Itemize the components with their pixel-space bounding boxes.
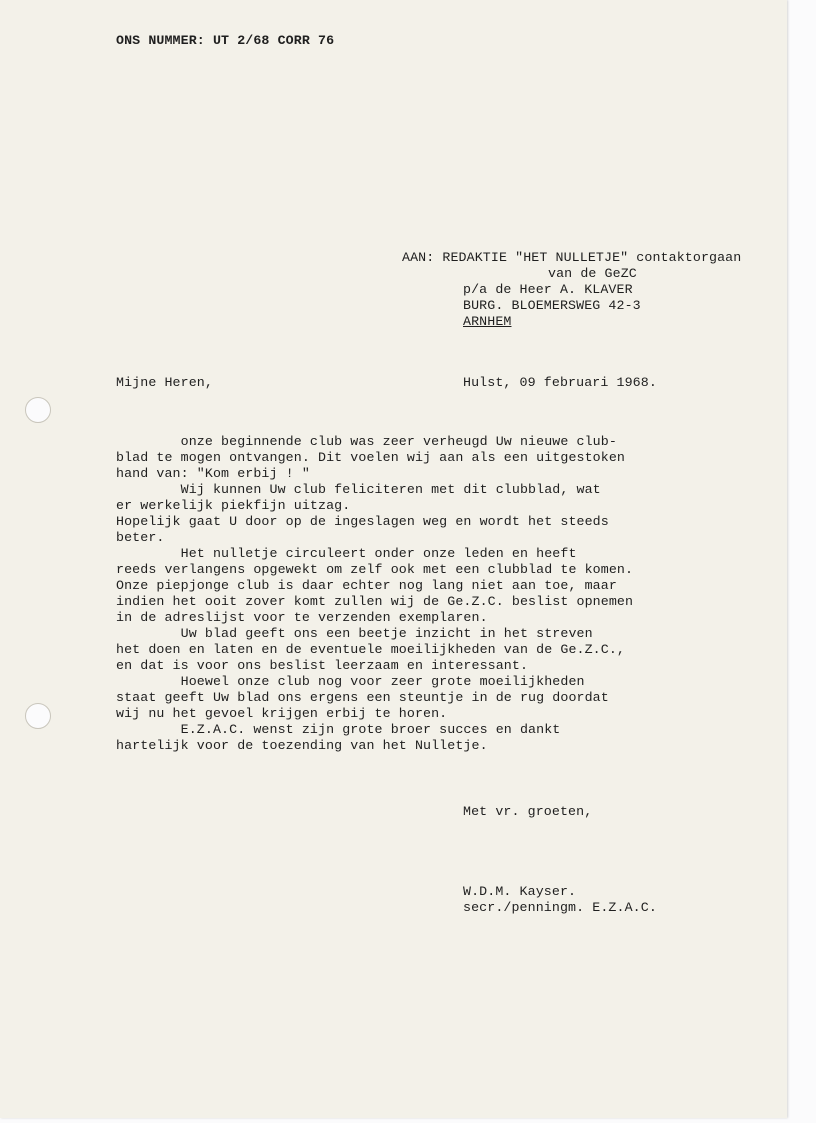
body-line: blad te mogen ontvangen. Dit voelen wij aan als een uitgestoken [116,450,626,465]
body-line: reeds verlangens opgewekt om zelf ook met een clubblad te komen. [116,562,634,577]
body-line: er werkelijk piekfijn uitzag. [116,498,351,513]
signature-name: W.D.M. Kayser. [463,884,577,899]
reference-number: ONS NUMMER: UT 2/68 CORR 76 [116,33,335,48]
body-line: hartelijk voor de toezending van het Nulletje. [116,738,488,753]
letter-body [116,434,716,764]
place-date: Hulst, 09 februari 1968. [463,375,657,390]
punch-hole-top [25,397,51,423]
body-line: indien het ooit zover komt zullen wij de Ge.Z.C. beslist opnemen [116,594,634,609]
address-line-2: van de GeZC [548,266,637,281]
signature-title: secr./penningm. E.Z.A.C. [463,900,657,915]
body-line: beter. [116,530,165,545]
body-line: onze beginnende club was zeer verheugd Uw nieuwe club- [116,434,617,449]
body-line: Het nulletje circuleert onder onze leden en heeft [116,546,577,561]
address-line-3: p/a de Heer A. KLAVER [463,282,633,297]
body-line: Uw blad geeft ons een beetje inzicht in het streven [116,626,593,641]
body-line: E.Z.A.C. wenst zijn grote broer succes en dankt [116,722,561,737]
body-line: Wij kunnen Uw club feliciteren met dit clubblad, wat [116,482,601,497]
body-line: Hopelijk gaat U door op de ingeslagen weg en wordt het steeds [116,514,609,529]
closing: Met vr. groeten, [463,804,593,819]
salutation: Mijne Heren, [116,375,213,390]
punch-hole-bottom [25,703,51,729]
body-line: Onze piepjonge club is daar echter nog lang niet aan toe, maar [116,578,617,593]
body-line: en dat is voor ons beslist leerzaam en interessant. [116,658,529,673]
body-line: staat geeft Uw blad ons ergens een steuntje in de rug doordat [116,690,609,705]
address-line-1: AAN: REDAKTIE "HET NULLETJE" contaktorgaan [402,250,742,265]
body-line: Hoewel onze club nog voor zeer grote moeilijkheden [116,674,585,689]
body-line: in de adreslijst voor te verzenden exemplaren. [116,610,488,625]
body-line: wij nu het gevoel krijgen erbij te horen. [116,706,448,721]
address-city: ARNHEM [463,314,512,329]
body-line: het doen en laten en de eventuele moeilijkheden van de Ge.Z.C., [116,642,626,657]
body-line: hand van: "Kom erbij ! " [116,466,310,481]
address-line-4: BURG. BLOEMERSWEG 42-3 [463,298,641,313]
